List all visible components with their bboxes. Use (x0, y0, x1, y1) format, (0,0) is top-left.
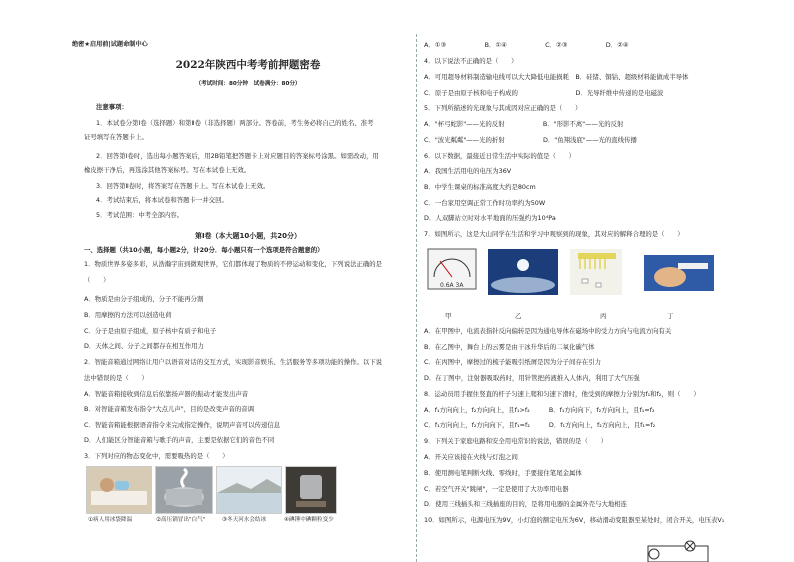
q7-images (426, 247, 716, 297)
question-line: D．使用三线插头和三线插座的目的，是将用电器的金属外壳与大地相连 (424, 500, 628, 508)
question-line: A．我国生活用电的电压为36V (424, 167, 512, 175)
question-line: A．可用超导材料制造输电线可以大大降低电能损耗 B．硅锗、铜钴、超级材料能做成半导体 (424, 73, 689, 81)
stage-fog-image (488, 249, 558, 295)
question-line: 4．以下说法不正确的是（ ） (424, 57, 518, 65)
question-line: C．若空气开关"跳闸"，一定是使用了大功率用电器 (424, 485, 569, 493)
question-line: 5．下列所描述的光现象与其成因对应正确的是（ ） (424, 104, 582, 112)
note-line: 4．考试结束后，将本试卷和答题卡一并交回。 (96, 196, 228, 204)
q7-caption: 丁 (667, 312, 674, 320)
question-line: 7．如图所示，这是大山同学在生活和学习中观察到的现象，其对应的解释合理的是（ ） (424, 230, 684, 238)
question-line: D．人双脚站立时对水平地面的压强约为10⁴Pa (424, 214, 556, 222)
question-line: A．f₁方向向上，f₂方向向上，且f₁>f₂ B．f₁方向向下，f₂方向向上，且f₁=f₂ (424, 406, 655, 414)
question-line: A．开关应该接在火线与灯泡之间 (424, 453, 518, 461)
q3-caption: ④碘锤中碘颗粒变少 (284, 517, 334, 523)
ammeter-image (428, 249, 476, 289)
question-line: C．在丙图中，摩擦过的梳子能吸引纸屑是因为分子间存在引力 (424, 358, 602, 366)
q3-captions (88, 515, 354, 523)
syringe-image (644, 255, 714, 291)
notes-heading: 注意事项： (96, 103, 128, 111)
question-line: （ ） (84, 276, 110, 284)
section-instruction: 一、选择题（共10小题，每小题2分，计20分．每小题只有一个选项是符合题意的） (84, 246, 324, 254)
question-line: 3．下列对应的物态变化中，需要吸热的是（ ） (84, 452, 229, 460)
q3-caption: ①病人用冰袋降温 (88, 517, 133, 523)
question-line: B．在乙图中，舞台上的云雾是由干冰升华后的二氧化碳气体 (424, 343, 595, 351)
question-line: A．①③ B．①④ C．②③ D．②④ (424, 41, 629, 49)
question-line: A．在甲图中，电流表指针反向偏转是因为通电导体在磁场中的受力方向与电流方向有关 (424, 327, 672, 335)
question-line: C．分子是由原子组成，原子核中有质子和电子 (84, 327, 217, 335)
question-line: 10．如图所示，电源电压为9V，小灯泡的额定电压为6V，移动滑动变阻器至某处时，闭合开关，电压表V₁ (424, 516, 725, 524)
note-line: 3．回答第Ⅱ卷时，将答案写在答题卡上。写在本试卷上无效。 (96, 182, 270, 190)
note-line: 1．本试卷分第Ⅰ卷（选择题）和第Ⅱ卷（非选择题）两部分。答卷前，考生务必将自己的姓名、准考 (96, 119, 374, 127)
question-line: B．使用测电笔判断火线、零线时，手要接住笔尾金属体 (424, 469, 582, 477)
question-line: A．"杯弓蛇影"——光的反射 B．"形影不离"——光的反射 (424, 120, 624, 128)
section-heading: 第Ⅰ卷（本大题10小题，共20分） (194, 232, 302, 240)
question-line: 8．运动员用手握住竖直的杆子匀速上爬和匀速下滑时，他受到的摩擦力分别为f₁和f₂，则（ ） (424, 390, 700, 398)
q7-caption: 甲 (445, 312, 452, 320)
comb-paper-image (570, 249, 622, 295)
question-line: 法中错误的是（ ） (84, 374, 148, 382)
iodine-tube-image (285, 466, 337, 514)
note-line: 证号填写在答题卡上。 (84, 133, 148, 141)
q3-caption: ②高压锅冒出"白气" (156, 517, 206, 523)
question-line: C．原子是由原子核和电子构成的 D．光导纤维中传递的是电磁波 (424, 89, 664, 97)
note-line: 橡皮擦干净后，再选涂其他答案标号。写在本试卷上无效。 (84, 166, 251, 174)
column-divider (416, 34, 417, 562)
exam-subtitle: （考试时间：80分钟 试卷满分：80分） (195, 81, 301, 87)
question-line: D．天体之间、分子之间都存在相互作用力 (84, 342, 204, 350)
question-line: C．"波光粼粼"——光的折射 D．"鱼翔浅底"——光的直线传播 (424, 136, 637, 144)
ice-pack-image (86, 466, 152, 514)
note-line: 2．回答第Ⅰ卷时，选出每小题答案后，用2B铅笔把答题卡上对应题目的答案标号涂黑。如需改动，用 (96, 152, 379, 160)
question-line: C．f₁方向向上，f₂方向向下，且f₁=f₂ D．f₁方向向上，f₂方向向上，且f₁=f₂ (424, 421, 656, 429)
question-line: B．用摩擦的方法可以创造电荷 (84, 311, 172, 319)
question-line: D．人们能区分智能音箱与歌手的声音，主要是依据它们的音色不同 (84, 436, 275, 444)
pressure-cooker-image (155, 466, 213, 514)
question-line: C．一台家用空调正常工作时功率约为50W (424, 199, 546, 207)
q3-caption: ③冬天河水会结冰 (222, 517, 267, 523)
svg-text:0.6A 3A: 0.6A 3A (440, 282, 464, 289)
question-line: A．智能音箱接收到信息后依靠扬声器的振动才能发出声音 (84, 390, 249, 398)
question-line: 9．下列关于家庭电路和安全用电常识的说法，错误的是（ ） (424, 437, 608, 445)
q10-circuit-diagram (640, 538, 714, 562)
question-line: 6．以下数据，最接近日常生活中实际的值是（ ） (424, 152, 576, 160)
secret-label: 绝密★启用前|试题命制中心 (72, 41, 148, 48)
question-line: B．中学生课桌的标准高度大约是80cm (424, 183, 536, 191)
exam-title: 2022年陕西中考考前押题密卷 (175, 59, 321, 71)
question-line: C．智能音箱能根据语音指令来完成指定操作，说明声音可以传递信息 (84, 421, 281, 429)
q3-images (86, 466, 337, 514)
question-line: 1．物质世界多姿多彩，从浩瀚宇宙到微观世界，它们都体现了物质的不停运动和变化，下列说法正确的是 (84, 260, 383, 268)
q7-caption: 丙 (600, 312, 607, 320)
question-line: A．物质是由分子组成的，分子不能再分割 (84, 295, 204, 303)
q7-caption: 乙 (515, 312, 522, 320)
question-line: D．在丁图中，注射器吸取药时，用针管把药液推入人体内，利用了大气压强 (424, 374, 640, 382)
note-line: 5．考试范围：中考全部内容。 (96, 211, 184, 219)
question-line: B．对智能音箱发布指令"大点儿声"，目的是改变声音的音调 (84, 405, 255, 413)
frozen-river-image (216, 466, 282, 514)
question-line: 2．智能音箱通过网络让用户以语音对话的交互方式，实现影音娱乐、生活服务等多项功能的操作。以下说 (84, 358, 383, 366)
